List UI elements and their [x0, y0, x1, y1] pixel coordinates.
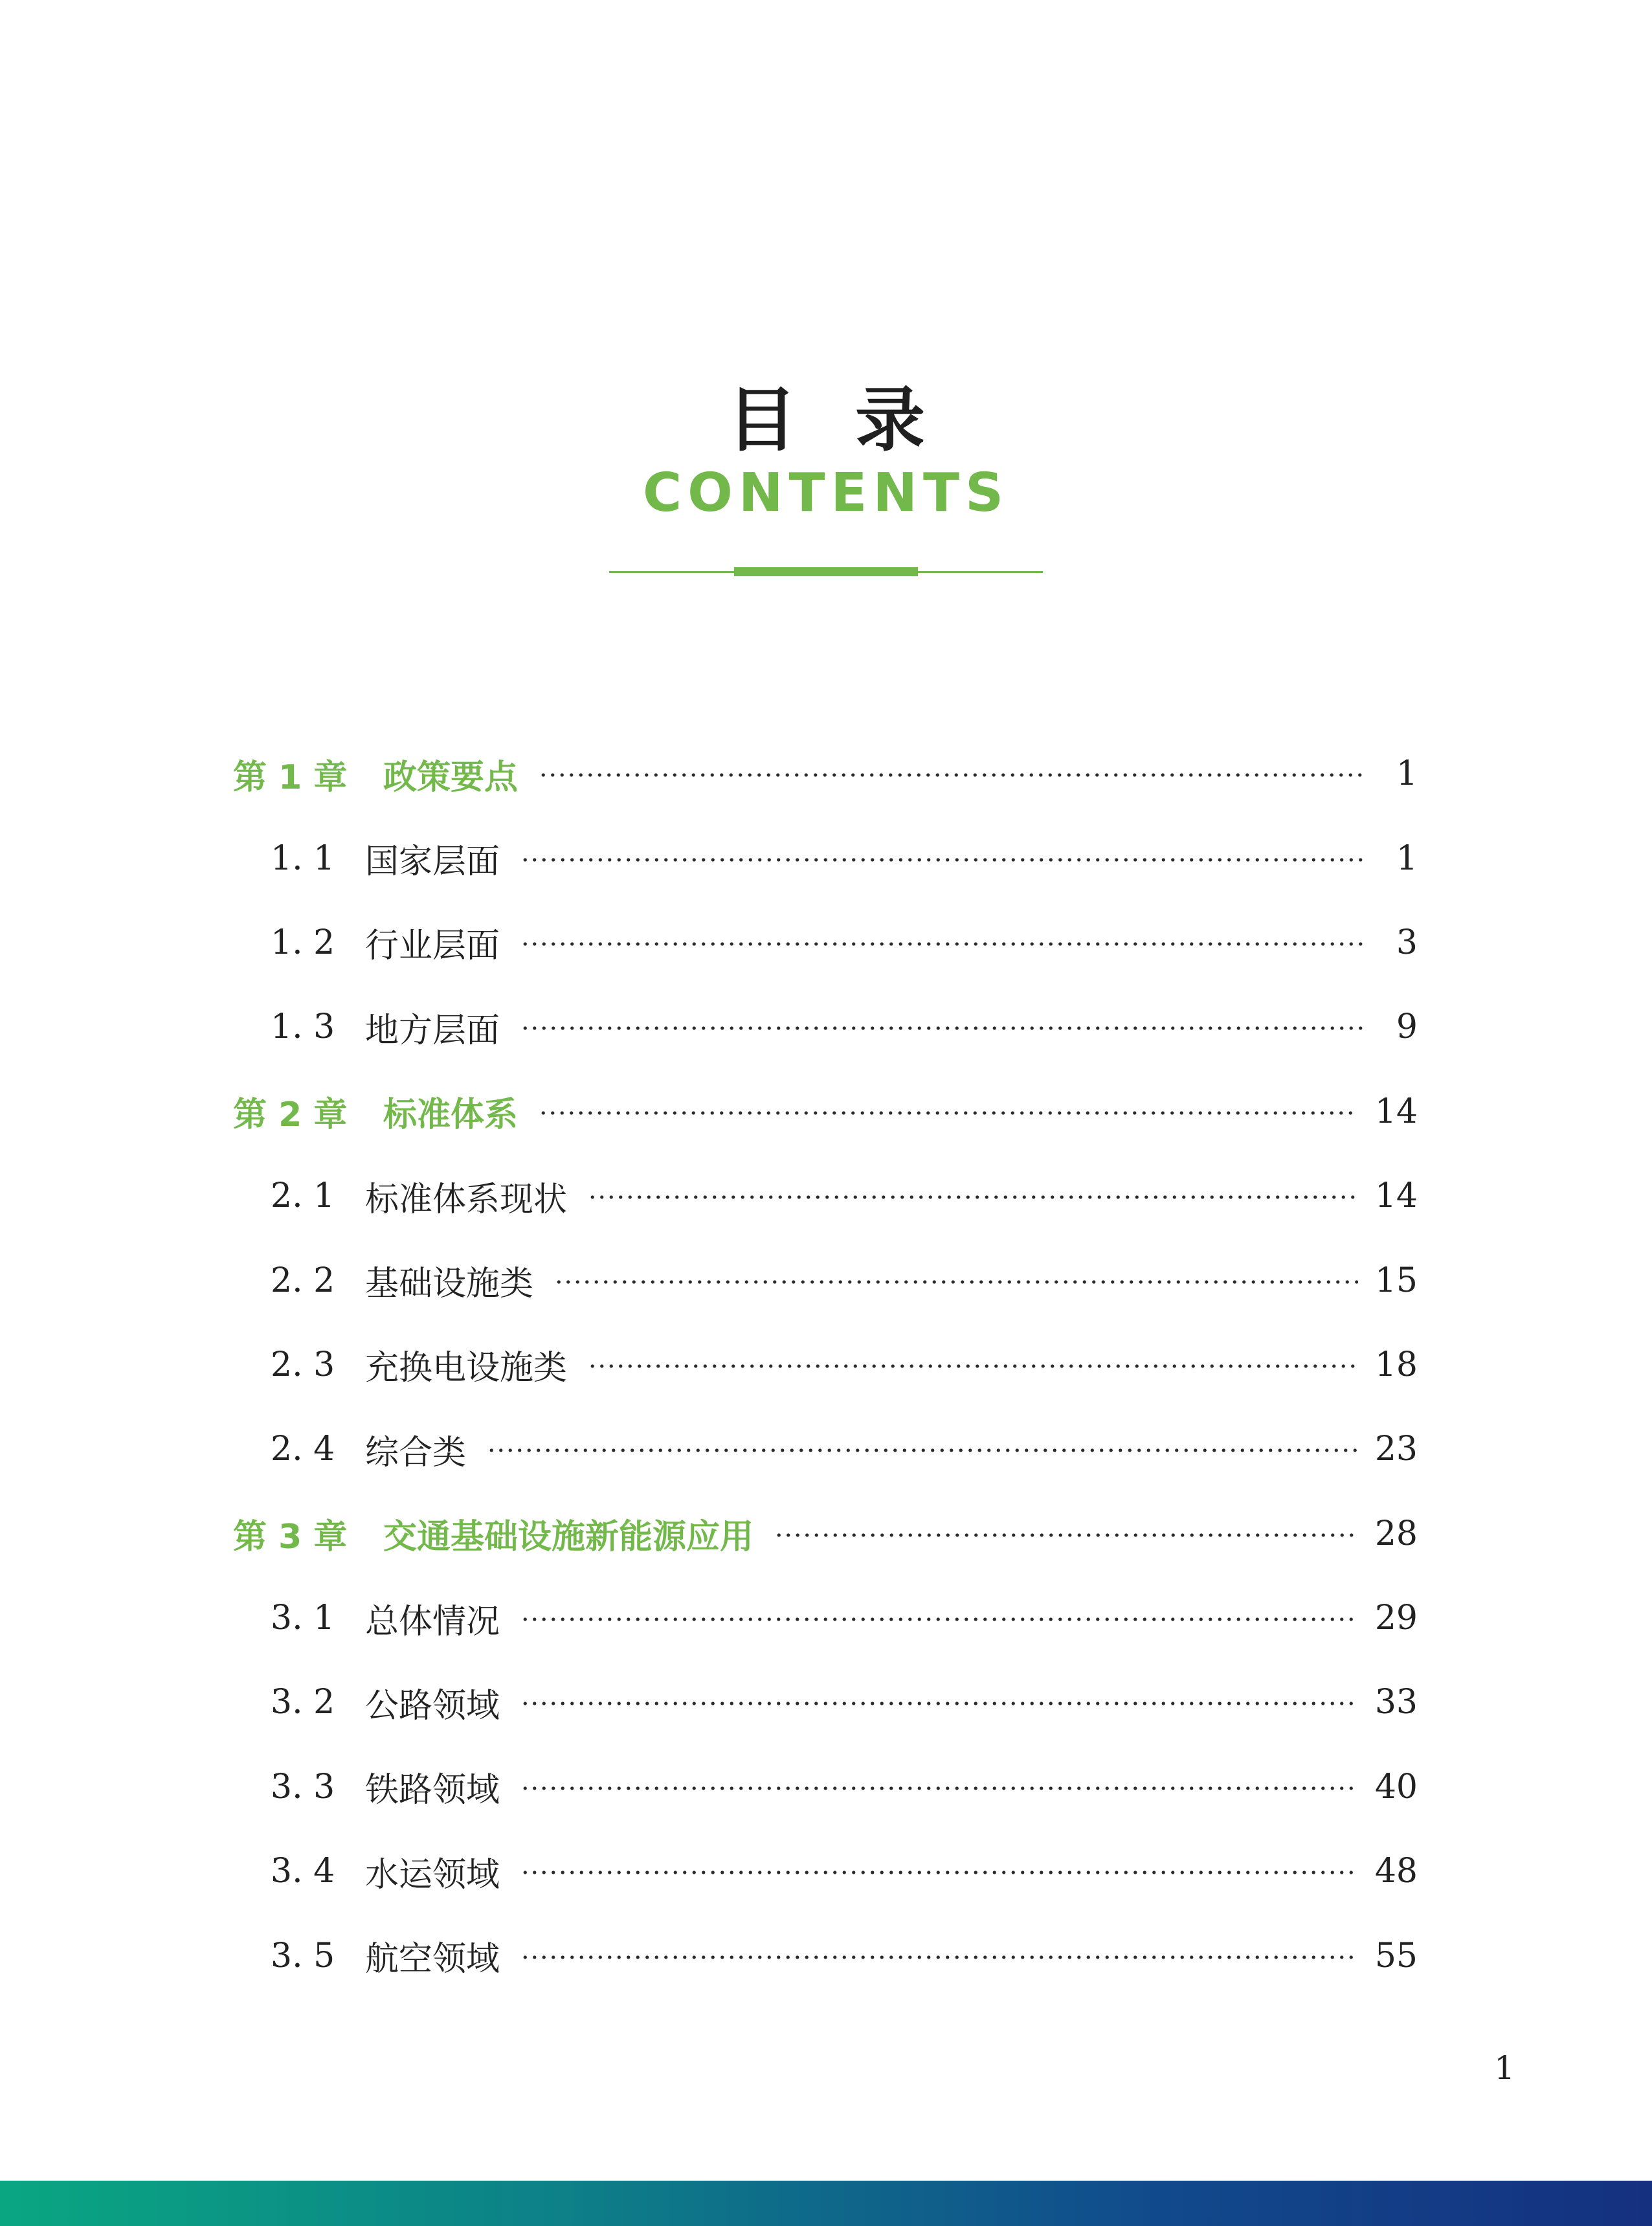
toc-chapter-1[interactable]	[233, 732, 1418, 816]
dot-leader	[520, 1786, 1358, 1790]
toc-page: 14	[1374, 1092, 1418, 1131]
toc-chapter-3[interactable]	[233, 1492, 1418, 1576]
toc-page: 1	[1396, 838, 1418, 878]
toc-title: 政策要点	[383, 758, 519, 797]
toc-page: 1	[1396, 754, 1418, 794]
dot-leader	[487, 1448, 1358, 1452]
dot-leader	[520, 858, 1367, 862]
toc-page: 48	[1374, 1852, 1418, 1891]
toc-section-2-2[interactable]	[233, 1238, 1418, 1322]
toc-number: 3. 2	[271, 1683, 335, 1722]
toc-title: 航空领域	[365, 1940, 500, 1979]
toc-page: 23	[1374, 1430, 1418, 1469]
toc-page: 40	[1374, 1767, 1418, 1806]
toc-title: 地方层面	[365, 1011, 500, 1050]
toc-section-2-1[interactable]	[233, 1154, 1418, 1238]
dot-leader	[539, 1111, 1358, 1115]
toc-page: 15	[1374, 1261, 1418, 1300]
dot-leader	[554, 1280, 1358, 1284]
toc-title: 公路领域	[365, 1686, 500, 1726]
dot-leader	[774, 1533, 1358, 1537]
table-of-contents	[233, 732, 1418, 1998]
toc-number: 第 1 章	[233, 758, 348, 797]
toc-chapter-2[interactable]	[233, 1070, 1418, 1154]
toc-page: 33	[1374, 1683, 1418, 1722]
toc-title: 行业层面	[365, 927, 500, 966]
toc-number: 2. 1	[271, 1176, 335, 1216]
toc-number: 1. 3	[271, 1007, 335, 1047]
dot-leader	[520, 1026, 1367, 1030]
dot-leader	[588, 1195, 1358, 1199]
toc-title: 水运领域	[365, 1855, 500, 1894]
dot-leader	[520, 1617, 1358, 1621]
toc-number: 3. 4	[271, 1852, 335, 1891]
toc-section-1-2[interactable]	[233, 901, 1418, 985]
toc-number: 1. 2	[271, 923, 335, 962]
toc-number: 1. 1	[271, 838, 335, 878]
dot-leader	[520, 942, 1367, 946]
toc-title: 铁路领域	[365, 1771, 500, 1810]
toc-number: 3. 3	[271, 1767, 335, 1806]
toc-section-3-5[interactable]	[233, 1913, 1418, 1997]
toc-page: 29	[1374, 1599, 1418, 1638]
toc-page: 3	[1396, 923, 1418, 962]
page-number: 1	[1494, 2049, 1515, 2087]
dot-leader	[520, 1702, 1358, 1705]
toc-section-3-1[interactable]	[233, 1576, 1418, 1660]
toc-number: 3. 1	[271, 1599, 335, 1638]
toc-title: 综合类	[365, 1433, 467, 1472]
toc-number: 2. 2	[271, 1261, 335, 1300]
toc-section-1-3[interactable]	[233, 985, 1418, 1069]
title-divider-accent	[734, 567, 918, 576]
toc-title: 交通基础设施新能源应用	[383, 1518, 754, 1557]
toc-number: 2. 3	[271, 1345, 335, 1384]
toc-section-3-2[interactable]	[233, 1660, 1418, 1744]
footer-gradient-bar	[0, 2181, 1652, 2226]
dot-leader	[520, 1871, 1358, 1874]
toc-page: 55	[1374, 1936, 1418, 1975]
toc-title: 标准体系	[383, 1096, 519, 1135]
page-subtitle: CONTENTS	[642, 462, 1010, 524]
toc-page: 28	[1374, 1514, 1418, 1553]
dot-leader	[588, 1364, 1358, 1368]
toc-title: 标准体系现状	[365, 1180, 568, 1219]
toc-number: 2. 4	[271, 1430, 335, 1469]
toc-number: 3. 5	[271, 1936, 335, 1975]
toc-section-3-3[interactable]	[233, 1745, 1418, 1829]
toc-page: 14	[1374, 1176, 1418, 1216]
toc-section-3-4[interactable]	[233, 1829, 1418, 1913]
dot-leader	[539, 773, 1367, 777]
toc-title: 基础设施类	[365, 1265, 534, 1304]
toc-section-2-4[interactable]	[233, 1407, 1418, 1491]
toc-title: 充换电设施类	[365, 1349, 568, 1388]
dot-leader	[520, 1955, 1358, 1959]
toc-section-1-1[interactable]	[233, 816, 1418, 900]
toc-page: 18	[1374, 1345, 1418, 1384]
toc-title: 国家层面	[365, 842, 500, 882]
toc-number: 第 2 章	[233, 1096, 348, 1135]
toc-section-2-3[interactable]	[233, 1323, 1418, 1407]
toc-title: 总体情况	[365, 1602, 500, 1641]
toc-number: 第 3 章	[233, 1518, 348, 1557]
page-title: 目录	[726, 380, 983, 461]
toc-page: 9	[1396, 1007, 1418, 1047]
